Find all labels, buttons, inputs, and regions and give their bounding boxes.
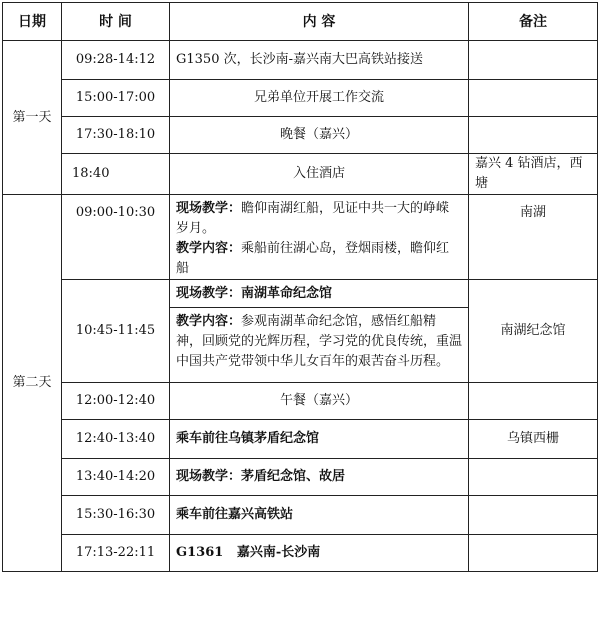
time-cell: 10:45-11:45 — [62, 280, 170, 383]
note-cell — [469, 117, 598, 154]
table-row — [3, 80, 598, 117]
time-cell: 12:00-12:40 — [62, 383, 170, 420]
day-cell: 第二天 — [3, 195, 62, 572]
note-cell: 乌镇西栅 — [469, 420, 598, 459]
note-cell: 南湖纪念馆 — [469, 280, 598, 383]
time-cell: 18:40 — [62, 154, 170, 195]
header-date: 日期 — [3, 3, 62, 41]
content-cell: 现场教学：茅盾纪念馆、故居 — [170, 459, 469, 496]
content-teach-text: 参观南湖革命纪念馆，感悟红船精神，回顾党的光辉历程，学习党的优良传统，重温中国共产党带领中华儿女百年的艰苦奋斗历程。 — [176, 314, 463, 369]
content-cell — [170, 195, 469, 280]
content-cell: 乘车前往嘉兴高铁站 — [170, 496, 469, 535]
note-cell — [469, 459, 598, 496]
table-row — [3, 41, 598, 80]
content-teach-label: 教学内容： — [176, 314, 242, 329]
table-row — [3, 117, 598, 154]
header-content: 内 容 — [170, 3, 469, 41]
content-cell: 乘车前往乌镇茅盾纪念馆 — [170, 420, 469, 459]
content-cell: 入住酒店 — [170, 154, 469, 195]
table-row — [3, 280, 598, 383]
table-row — [3, 154, 598, 195]
header-row — [3, 3, 598, 41]
content-cell: G1350 次，长沙南-嘉兴南大巴高铁站接送 — [170, 41, 469, 80]
time-cell: 13:40-14:20 — [62, 459, 170, 496]
time-cell: 17:13-22:11 — [62, 535, 170, 572]
table-row — [3, 496, 598, 535]
table-row — [3, 535, 598, 572]
content-cell: 午餐（嘉兴） — [170, 383, 469, 420]
time-cell: 09:00-10:30 — [62, 195, 170, 280]
note-cell — [469, 41, 598, 80]
note-cell: 嘉兴 4 钻酒店，西塘 — [469, 154, 598, 195]
header-note: 备注 — [469, 3, 598, 41]
content-cell — [170, 280, 469, 383]
table-row — [3, 195, 598, 280]
content-site-label: 现场教学： — [176, 201, 242, 216]
note-cell — [469, 383, 598, 420]
time-cell: 15:00-17:00 — [62, 80, 170, 117]
time-cell: 17:30-18:10 — [62, 117, 170, 154]
table-row — [3, 383, 598, 420]
day-cell: 第一天 — [3, 41, 62, 195]
content-site: 现场教学：南湖革命纪念馆 — [170, 280, 468, 308]
time-cell: 15:30-16:30 — [62, 496, 170, 535]
schedule-table — [2, 2, 598, 572]
content-cell: 兄弟单位开展工作交流 — [170, 80, 469, 117]
content-teach — [176, 308, 462, 376]
header-time: 时 间 — [62, 3, 170, 41]
note-cell: 南湖 — [469, 195, 598, 280]
time-cell: 12:40-13:40 — [62, 420, 170, 459]
table-row — [3, 459, 598, 496]
content-cell: 晚餐（嘉兴） — [170, 117, 469, 154]
note-cell — [469, 535, 598, 572]
table-row — [3, 420, 598, 459]
note-cell — [469, 496, 598, 535]
content-site-text: 瞻仰南湖红船，见证中共一大的峥嵘岁月。 — [176, 201, 450, 236]
content-cell: G1361 嘉兴南-长沙南 — [170, 535, 469, 572]
content-teach-text: 乘船前往湖心岛，登烟雨楼，瞻仰红船 — [176, 241, 450, 276]
content-teach-label: 教学内容： — [176, 241, 242, 256]
note-cell — [469, 80, 598, 117]
time-cell: 09:28-14:12 — [62, 41, 170, 80]
